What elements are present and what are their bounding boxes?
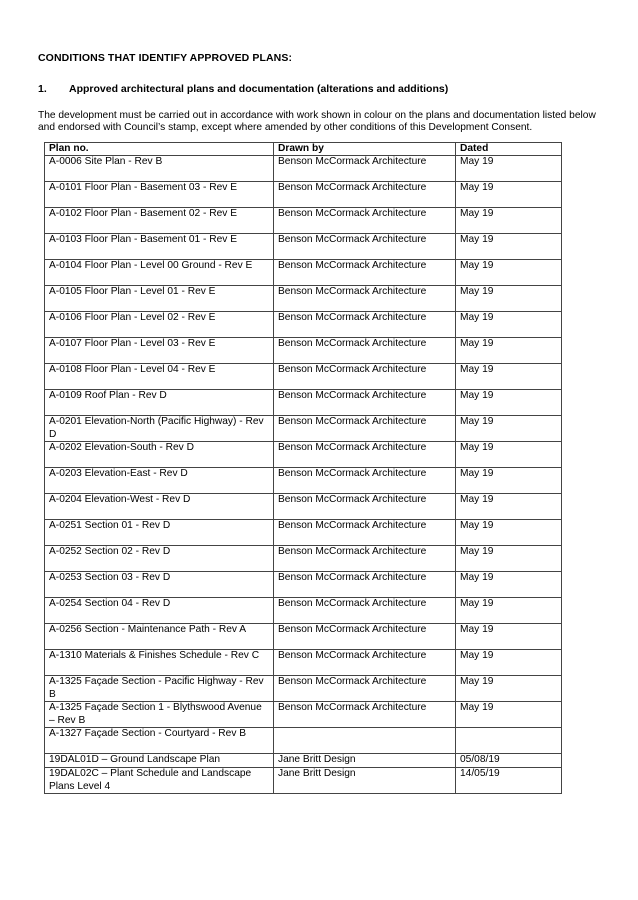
cell-drawn-by: Benson McCormack Architecture [274, 494, 456, 520]
cell-drawn-by: Benson McCormack Architecture [274, 572, 456, 598]
cell-drawn-by: Benson McCormack Architecture [274, 442, 456, 468]
cell-dated: May 19 [456, 520, 562, 546]
table-row [45, 390, 562, 416]
cell-drawn-by: Benson McCormack Architecture [274, 338, 456, 364]
cell-dated: May 19 [456, 312, 562, 338]
table-row [45, 208, 562, 234]
cell-plan-no: A-0108 Floor Plan - Level 04 - Rev E [45, 364, 274, 390]
table-row [45, 364, 562, 390]
cell-plan-no: A-0006 Site Plan - Rev B [45, 156, 274, 182]
cell-dated: May 19 [456, 494, 562, 520]
cell-dated: 05/08/19 [456, 754, 562, 768]
cell-dated: May 19 [456, 416, 562, 442]
cell-plan-no: A-1325 Façade Section 1 - Blythswood Avenue – Rev B [45, 702, 274, 728]
cell-dated: May 19 [456, 182, 562, 208]
table-row [45, 728, 562, 754]
cell-drawn-by: Benson McCormack Architecture [274, 468, 456, 494]
section-heading: CONDITIONS THAT IDENTIFY APPROVED PLANS: [38, 52, 293, 64]
cell-plan-no: A-1325 Façade Section - Pacific Highway - Rev B [45, 676, 274, 702]
table-row [45, 416, 562, 442]
cell-plan-no: A-0253 Section 03 - Rev D [45, 572, 274, 598]
table-row [45, 494, 562, 520]
cell-dated: May 19 [456, 208, 562, 234]
cell-plan-no: A-1327 Façade Section - Courtyard - Rev B [45, 728, 274, 754]
column-header-drawn-by: Drawn by [274, 143, 456, 156]
cell-plan-no: A-0202 Elevation-South - Rev D [45, 442, 274, 468]
table-row [45, 286, 562, 312]
table-row [45, 676, 562, 702]
cell-plan-no: A-0101 Floor Plan - Basement 03 - Rev E [45, 182, 274, 208]
cell-plan-no: A-1310 Materials & Finishes Schedule - Rev C [45, 650, 274, 676]
cell-plan-no: A-0251 Section 01 - Rev D [45, 520, 274, 546]
table-body [45, 156, 562, 794]
table-row [45, 546, 562, 572]
cell-drawn-by: Benson McCormack Architecture [274, 546, 456, 572]
condition-title [38, 83, 604, 96]
table-row [45, 312, 562, 338]
cell-drawn-by: Benson McCormack Architecture [274, 234, 456, 260]
cell-drawn-by: Benson McCormack Architecture [274, 260, 456, 286]
condition-title-text: Approved architectural plans and documentation (alterations and additions) [69, 83, 449, 95]
cell-dated [456, 728, 562, 754]
cell-plan-no: A-0104 Floor Plan - Level 00 Ground - Rev E [45, 260, 274, 286]
cell-dated: May 19 [456, 442, 562, 468]
cell-drawn-by: Benson McCormack Architecture [274, 390, 456, 416]
cell-drawn-by: Jane Britt Design [274, 754, 456, 768]
cell-plan-no: A-0105 Floor Plan - Level 01 - Rev E [45, 286, 274, 312]
cell-dated: May 19 [456, 156, 562, 182]
cell-dated: May 19 [456, 624, 562, 650]
cell-drawn-by: Benson McCormack Architecture [274, 208, 456, 234]
table-row [45, 598, 562, 624]
approved-plans-table [44, 142, 562, 794]
cell-plan-no: A-0102 Floor Plan - Basement 02 - Rev E [45, 208, 274, 234]
cell-dated: May 19 [456, 390, 562, 416]
cell-drawn-by: Benson McCormack Architecture [274, 598, 456, 624]
cell-dated: May 19 [456, 468, 562, 494]
table-row [45, 260, 562, 286]
cell-drawn-by: Benson McCormack Architecture [274, 182, 456, 208]
cell-plan-no: A-0204 Elevation-West - Rev D [45, 494, 274, 520]
cell-plan-no: A-0256 Section - Maintenance Path - Rev A [45, 624, 274, 650]
cell-dated: May 19 [456, 702, 562, 728]
cell-dated: May 19 [456, 338, 562, 364]
intro-paragraph: The development must be carried out in accordance with work shown in colour on the plans and documentation listed below and endorsed with Council’s stamp, except where amended by other conditions of this Development Consent. [38, 110, 596, 133]
table-row [45, 624, 562, 650]
cell-drawn-by [274, 728, 456, 754]
cell-plan-no: A-0106 Floor Plan - Level 02 - Rev E [45, 312, 274, 338]
cell-drawn-by: Benson McCormack Architecture [274, 520, 456, 546]
cell-plan-no: A-0254 Section 04 - Rev D [45, 598, 274, 624]
table-row [45, 468, 562, 494]
cell-plan-no: A-0103 Floor Plan - Basement 01 - Rev E [45, 234, 274, 260]
cell-drawn-by: Benson McCormack Architecture [274, 624, 456, 650]
cell-drawn-by: Benson McCormack Architecture [274, 364, 456, 390]
cell-plan-no: 19DAL01D – Ground Landscape Plan [45, 754, 274, 768]
table-row [45, 754, 562, 768]
cell-plan-no: 19DAL02C – Plant Schedule and Landscape Plans Level 4 [45, 768, 274, 794]
cell-plan-no: A-0203 Elevation-East - Rev D [45, 468, 274, 494]
table-row [45, 702, 562, 728]
cell-drawn-by: Benson McCormack Architecture [274, 416, 456, 442]
cell-dated: May 19 [456, 572, 562, 598]
cell-dated: May 19 [456, 546, 562, 572]
table-row [45, 234, 562, 260]
cell-plan-no: A-0201 Elevation-North (Pacific Highway) - Rev D [45, 416, 274, 442]
table-row [45, 442, 562, 468]
cell-dated: May 19 [456, 260, 562, 286]
cell-dated: May 19 [456, 650, 562, 676]
cell-drawn-by: Benson McCormack Architecture [274, 286, 456, 312]
column-header-plan-no: Plan no. [45, 143, 274, 156]
cell-drawn-by: Benson McCormack Architecture [274, 702, 456, 728]
cell-drawn-by: Benson McCormack Architecture [274, 312, 456, 338]
document-page [38, 52, 604, 794]
column-header-dated: Dated [456, 143, 562, 156]
cell-dated: May 19 [456, 676, 562, 702]
table-row [45, 768, 562, 794]
condition-number: 1. [38, 83, 47, 95]
table-row [45, 182, 562, 208]
cell-dated: 14/05/19 [456, 768, 562, 794]
table-row [45, 572, 562, 598]
cell-plan-no: A-0109 Roof Plan - Rev D [45, 390, 274, 416]
cell-plan-no: A-0107 Floor Plan - Level 03 - Rev E [45, 338, 274, 364]
cell-dated: May 19 [456, 598, 562, 624]
cell-drawn-by: Jane Britt Design [274, 768, 456, 794]
table-row [45, 338, 562, 364]
table-row [45, 650, 562, 676]
cell-drawn-by: Benson McCormack Architecture [274, 156, 456, 182]
table-header-row [45, 143, 562, 156]
cell-dated: May 19 [456, 234, 562, 260]
cell-drawn-by: Benson McCormack Architecture [274, 650, 456, 676]
cell-dated: May 19 [456, 286, 562, 312]
cell-dated: May 19 [456, 364, 562, 390]
cell-plan-no: A-0252 Section 02 - Rev D [45, 546, 274, 572]
table-row [45, 520, 562, 546]
table-row [45, 156, 562, 182]
cell-drawn-by: Benson McCormack Architecture [274, 676, 456, 702]
